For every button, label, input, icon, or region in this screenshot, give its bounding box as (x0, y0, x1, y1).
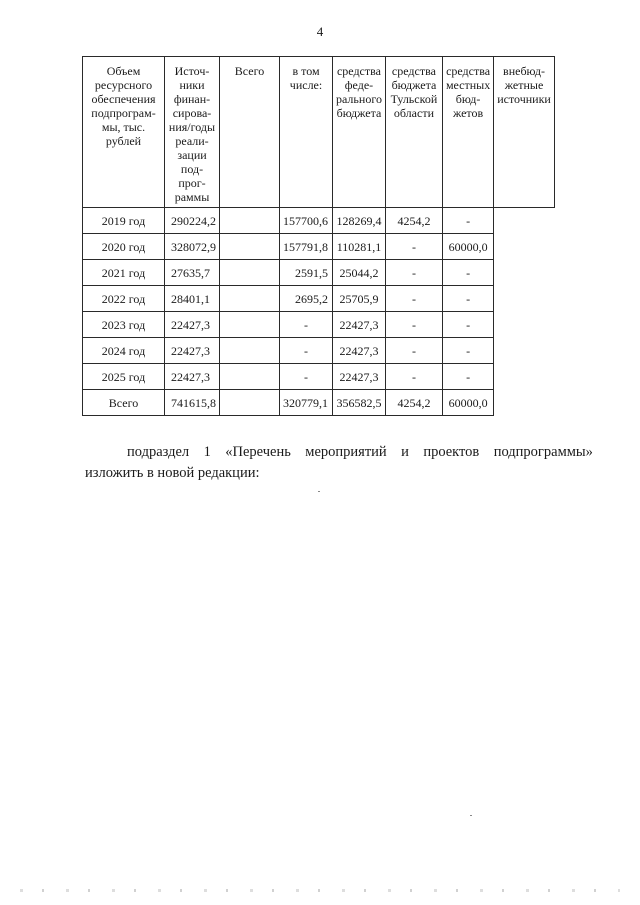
table-row-total (83, 390, 555, 416)
cell-total: 27635,7 (165, 260, 220, 286)
page-number: 4 (316, 24, 324, 39)
cell-extrabudget: - (442, 286, 493, 312)
paragraph-word: подраздел (127, 444, 190, 460)
body-paragraph (85, 442, 593, 484)
cell-year: 2025 год (83, 364, 165, 390)
cell-total: 328072,9 (165, 234, 220, 260)
cell-total: 741615,8 (165, 390, 220, 416)
cell-extrabudget: - (442, 338, 493, 364)
cell-including (220, 312, 280, 338)
cell-including (220, 234, 280, 260)
cell-federal: 2591,5 (280, 260, 333, 286)
cell-regional: 25705,9 (333, 286, 386, 312)
paragraph-word: и (401, 444, 409, 460)
paragraph-word: «Перечень (225, 444, 291, 460)
cell-including (220, 260, 280, 286)
cell-extrabudget: 60000,0 (442, 234, 493, 260)
cell-year: 2023 год (83, 312, 165, 338)
cell-total: 290224,2 (165, 208, 220, 234)
cell-year: 2020 год (83, 234, 165, 260)
header-including: в том числе: (280, 57, 333, 208)
cell-regional: 110281,1 (333, 234, 386, 260)
cell-regional: 25044,2 (333, 260, 386, 286)
cell-federal: - (280, 338, 333, 364)
cell-regional: 128269,4 (333, 208, 386, 234)
cell-year: 2021 год (83, 260, 165, 286)
cell-regional: 356582,5 (333, 390, 386, 416)
cell-including (220, 286, 280, 312)
cell-extrabudget: - (442, 364, 493, 390)
budget-table (82, 56, 555, 416)
cell-federal: 157791,8 (280, 234, 333, 260)
cell-total: 22427,3 (165, 312, 220, 338)
cell-year: 2024 год (83, 338, 165, 364)
cell-local: - (385, 260, 442, 286)
cell-federal: - (280, 312, 333, 338)
header-label: Объем ресурсного обеспечения подпрограм-мы, тыс. рублей (83, 57, 165, 208)
cell-total: 22427,3 (165, 338, 220, 364)
cell-regional: 22427,3 (333, 364, 386, 390)
cell-local: - (385, 234, 442, 260)
cell-year: 2019 год (83, 208, 165, 234)
cell-local: - (385, 338, 442, 364)
cell-including (220, 208, 280, 234)
header-sources: Источ-ники финан-сирова-ния/годы реали-зации под-прог-раммы (165, 57, 220, 208)
paragraph-line-1 (85, 442, 593, 463)
table-row (83, 338, 555, 364)
paragraph-line-2: изложить в новой редакции: (85, 465, 260, 481)
cell-regional: 22427,3 (333, 312, 386, 338)
cell-regional: 22427,3 (333, 338, 386, 364)
paragraph-word: подпрограммы» (493, 444, 593, 460)
paragraph-word: проектов (423, 444, 480, 460)
header-extrabudget: внебюд-жетные источники (494, 57, 555, 208)
cell-federal: 2695,2 (280, 286, 333, 312)
scan-artifact (470, 815, 472, 816)
header-regional: средства бюджета Тульской области (385, 57, 442, 208)
table-row (83, 260, 555, 286)
cell-including (220, 364, 280, 390)
cell-federal: 320779,1 (280, 390, 333, 416)
table-row (83, 364, 555, 390)
cell-including (220, 338, 280, 364)
cell-total: 28401,1 (165, 286, 220, 312)
table-row (83, 208, 555, 234)
cell-local: 4254,2 (385, 208, 442, 234)
cell-extrabudget: - (442, 208, 493, 234)
table-row (83, 312, 555, 338)
cell-extrabudget: - (442, 312, 493, 338)
cell-local: 4254,2 (385, 390, 442, 416)
paragraph-word: 1 (203, 444, 211, 460)
cell-year: Всего (83, 390, 165, 416)
cell-local: - (385, 364, 442, 390)
table-header-row (83, 57, 555, 208)
table-row (83, 234, 555, 260)
cell-local: - (385, 312, 442, 338)
header-total: Всего (220, 57, 280, 208)
cell-extrabudget: 60000,0 (442, 390, 493, 416)
header-local: средства местных бюд-жетов (442, 57, 493, 208)
cell-including (220, 390, 280, 416)
scan-artifact (318, 491, 320, 492)
header-federal: средства феде-рального бюджета (333, 57, 386, 208)
paragraph-word: мероприятий (305, 444, 387, 460)
cell-extrabudget: - (442, 260, 493, 286)
scan-edge-artifact (20, 889, 620, 892)
cell-federal: 157700,6 (280, 208, 333, 234)
table-row (83, 286, 555, 312)
cell-year: 2022 год (83, 286, 165, 312)
cell-local: - (385, 286, 442, 312)
cell-federal: - (280, 364, 333, 390)
cell-total: 22427,3 (165, 364, 220, 390)
